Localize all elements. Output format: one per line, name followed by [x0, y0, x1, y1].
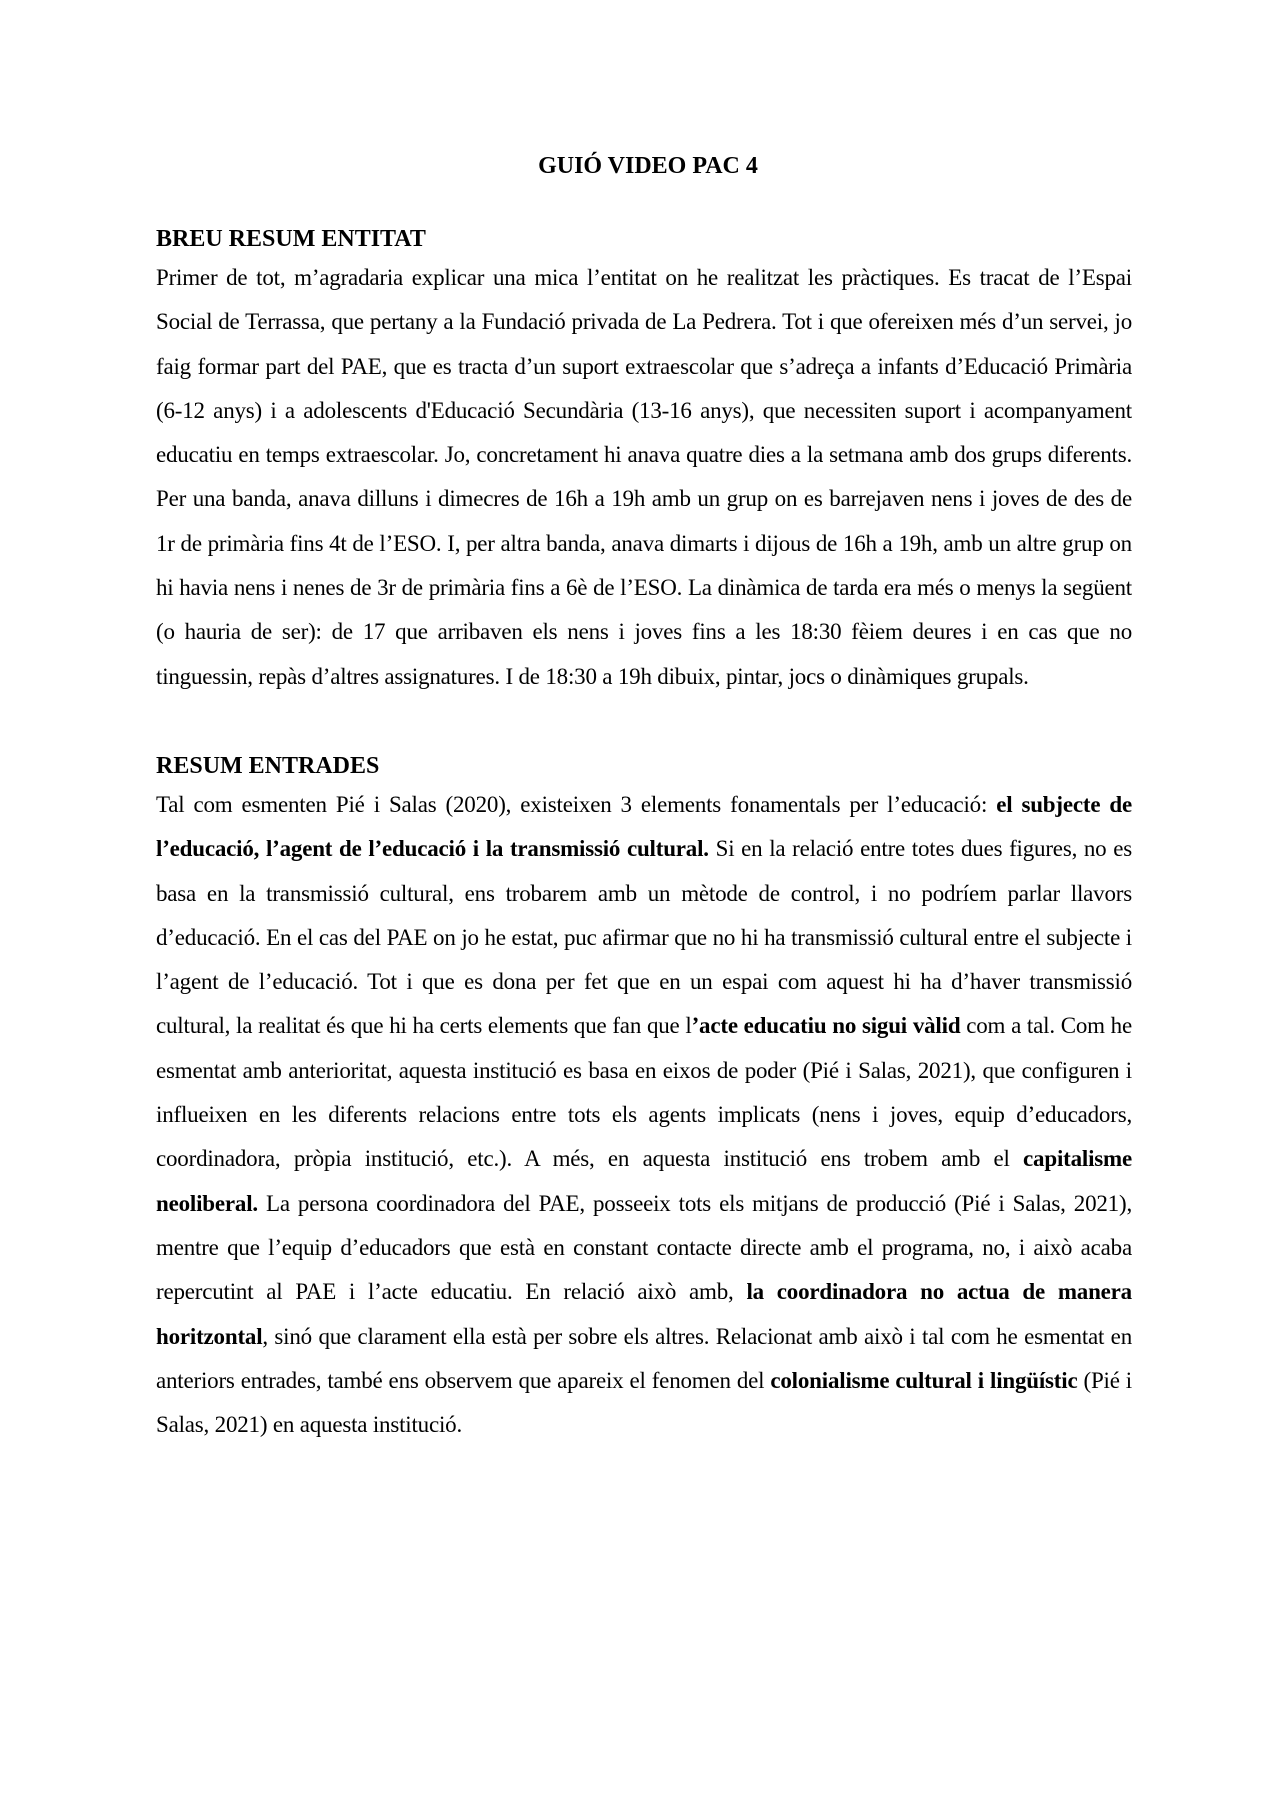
- section-resum-entrades: [156, 749, 1132, 1447]
- bold-text-run: capitalisme neoliberal.: [156, 1146, 1132, 1216]
- document-title: GUIÓ VIDEO PAC 4: [538, 153, 758, 179]
- section-heading: BREU RESUM ENTITAT: [156, 226, 426, 252]
- text-run: (Pié i Salas, 2021) en aquesta institució.: [156, 1367, 1132, 1438]
- text-run: Primer de tot, m’agradaria explicar una mica l’entitat on he realitzat les pràctiques. Es tracat de l’Espai Social de Terrassa, que pertany a la Fundació privada de La Pedrera. Tot i que ofereixen més d’un servei, jo faig formar part del PAE, que es tracta d’un suport extraescolar que s’adreça a infants d’Educació Primària (6-12 anys) i a adolescents d'Educació Secundària (13-16 anys), que necessiten suport i acompanyament educatiu en temps extraescolar. Jo, concretament hi anava quatre dies a la setmana amb dos grups diferents. Per una banda, anava dilluns i dimecres de 16h a 19h amb un grup on es barrejaven nens i joves de des de 1r de primària fins 4t de l’ESO. I, per altra banda, anava dimarts i dijous de 16h a 19h, amb un altre grup on hi havia nens i nenes de 3r de primària fins a 6è de l’ESO. La dinàmica de tarda era més o menys la següent (o hauria de ser): de 17 que arribaven els nens i joves fins a les 18:30 fèiem deures i en cas que no tinguessin, repàs d’altres assignatures. I de 18:30 a 19h dibuix, pintar, jocs o dinàmiques grupals.: [156, 265, 1132, 689]
- section-paragraph: [156, 256, 1132, 699]
- bold-text-run: el subjecte de l’educació, l’agent de l’educació i la transmissió cultural.: [156, 791, 1132, 862]
- text-run: La persona coordinadora del PAE, posseeix tots els mitjans de producció (Pié i Salas, 2021), mentre que l’equip d’educadors que està en constant contacte directe amb el programa, no, i això acaba repercutint al PAE i l’acte educatiu. En relació això amb,: [156, 1190, 1132, 1305]
- section-heading: RESUM ENTRADES: [156, 752, 380, 779]
- bold-text-run: colonialisme cultural i lingüístic: [770, 1367, 1078, 1393]
- document-page: [156, 150, 1132, 1447]
- text-run: Tal com esmenten Pié i Salas (2020), existeixen 3 elements fonamentals per l’educació:: [156, 791, 997, 817]
- bold-text-run: ’acte educatiu no sigui vàlid: [691, 1013, 961, 1039]
- text-run: Si en la relació entre totes dues figures, no es basa en la transmissió cultural, ens trobarem amb un mètode de control, i no podríem parlar llavors d’educació. En el cas del PAE on jo he estat, puc afirmar que no hi ha transmissió cultural entre el subjecte i l’agent de l’educació. Tot i que es dona per fet que en un espai com aquest hi ha d’haver transmissió cultural, la realitat és que hi ha certs elements que fan que l: [156, 836, 1132, 1039]
- text-run: , sinó que clarament ella està per sobre els altres. Relacionat amb això i tal com he esmentat en anteriors entrades, també ens observem que apareix el fenomen del: [156, 1323, 1132, 1393]
- section-paragraph: [156, 783, 1132, 1447]
- bold-text-run: la coordinadora no actua de manera horitzontal: [156, 1279, 1132, 1349]
- section-breu-resum-entitat: [156, 222, 1132, 699]
- text-run: com a tal. Com he esmentat amb anterioritat, aquesta institució es basa en eixos de poder (Pié i Salas, 2021), que configuren i influeixen en les diferents relacions entre tots els agents implicats (nens i joves, equip d’educadors, coordinadora, pròpia institució, etc.). A més, en aquesta institució ens trobem amb el: [156, 1013, 1132, 1172]
- section-spacer: [156, 699, 1132, 749]
